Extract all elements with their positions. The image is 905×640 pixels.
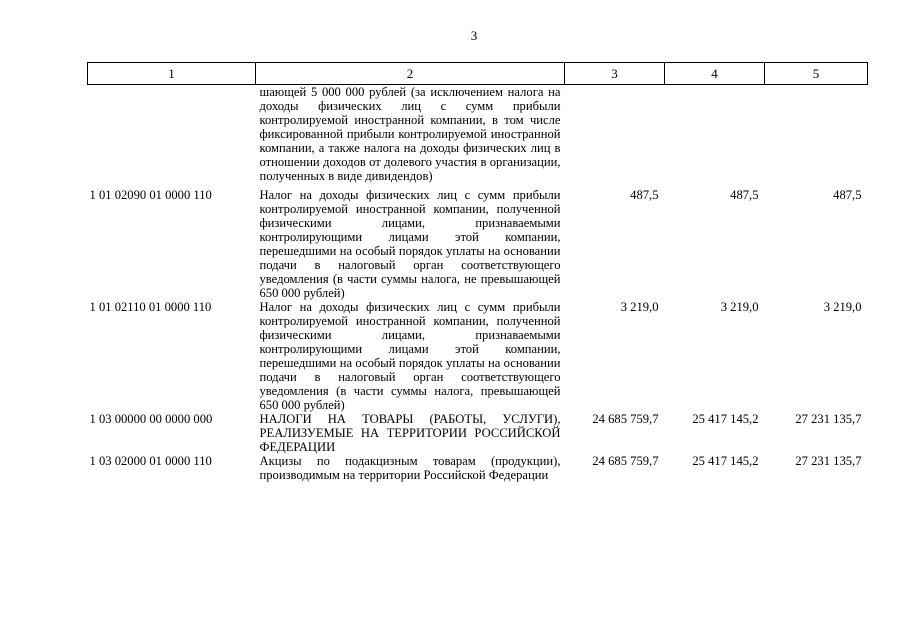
column-header-3: 3 xyxy=(565,63,665,85)
row-code: 1 01 02110 01 0000 110 xyxy=(89,300,212,314)
row-name: НАЛОГИ НА ТОВАРЫ (РАБОТЫ, УСЛУГИ), РЕАЛИЗУЕМЫЕ НА ТЕРРИТОРИИ РОССИЙСКОЙ ФЕДЕРАЦИИ xyxy=(259,412,561,454)
page-number: 3 xyxy=(470,28,478,43)
column-header-2: 2 xyxy=(256,63,565,85)
column-header-4: 4 xyxy=(665,63,765,85)
table-row xyxy=(88,188,868,300)
header-row xyxy=(88,63,868,85)
budget-revenue-table xyxy=(87,62,868,482)
column-header-1: 1 xyxy=(88,63,256,85)
row-value-col5: 487,5 xyxy=(833,188,862,202)
row-value-col3: 3 219,0 xyxy=(620,300,659,314)
continuation-value-4 xyxy=(665,85,765,189)
table-body xyxy=(88,85,868,483)
row-value-col5: 27 231 135,7 xyxy=(795,454,862,468)
table-row xyxy=(88,454,868,482)
table-row xyxy=(88,300,868,412)
continuation-value-3 xyxy=(565,85,665,189)
row-code: 1 03 00000 00 0000 000 xyxy=(89,412,213,426)
row-value-col3: 24 685 759,7 xyxy=(592,454,659,468)
row-value-col4: 487,5 xyxy=(730,188,759,202)
table-header xyxy=(88,63,868,85)
row-value-col5: 27 231 135,7 xyxy=(795,412,862,426)
row-value-col5: 3 219,0 xyxy=(823,300,862,314)
column-header-5: 5 xyxy=(765,63,868,85)
row-name: Акцизы по подакцизным товарам (продукции), производимым на территории Российской Федерации xyxy=(259,454,561,482)
continuation-code-cell xyxy=(88,85,256,189)
row-name: Налог на доходы физических лиц с сумм прибыли контролируемой иностранной компании, полученной физическими лицами, признаваемыми контролирующими лицами этой компании, перешедшими на особый порядок уплаты на основании подачи в налоговый орган соответствующего уведомления (в части суммы налога, превышающей 650 000 рублей) xyxy=(259,300,561,412)
continuation-value-5 xyxy=(765,85,868,189)
row-value-col4: 25 417 145,2 xyxy=(692,412,759,426)
table-row xyxy=(88,412,868,454)
continuation-text: шающей 5 000 000 рублей (за исключением налога на доходы физических лиц с сумм прибыли контролируемой иностранной компании, в том числе фиксированной прибыли контролируемой иностранной компании, а также налога на доходы физических лиц в отношении доходов от долевого участия в организации, полученных в виде дивидендов) xyxy=(259,85,561,183)
row-code: 1 03 02000 01 0000 110 xyxy=(89,454,212,468)
row-value-col3: 487,5 xyxy=(630,188,659,202)
row-name: Налог на доходы физических лиц с сумм прибыли контролируемой иностранной компании, полученной физическими лицами, признаваемыми контролирующими лицами этой компании, перешедшими на особый порядок уплаты на основании подачи в налоговый орган соответствующего уведомления (в части суммы налога, не превышающей 650 000 рублей) xyxy=(259,188,561,300)
continuation-row xyxy=(88,85,868,189)
row-code: 1 01 02090 01 0000 110 xyxy=(89,188,212,202)
row-value-col4: 25 417 145,2 xyxy=(692,454,759,468)
row-value-col4: 3 219,0 xyxy=(720,300,759,314)
row-value-col3: 24 685 759,7 xyxy=(592,412,659,426)
